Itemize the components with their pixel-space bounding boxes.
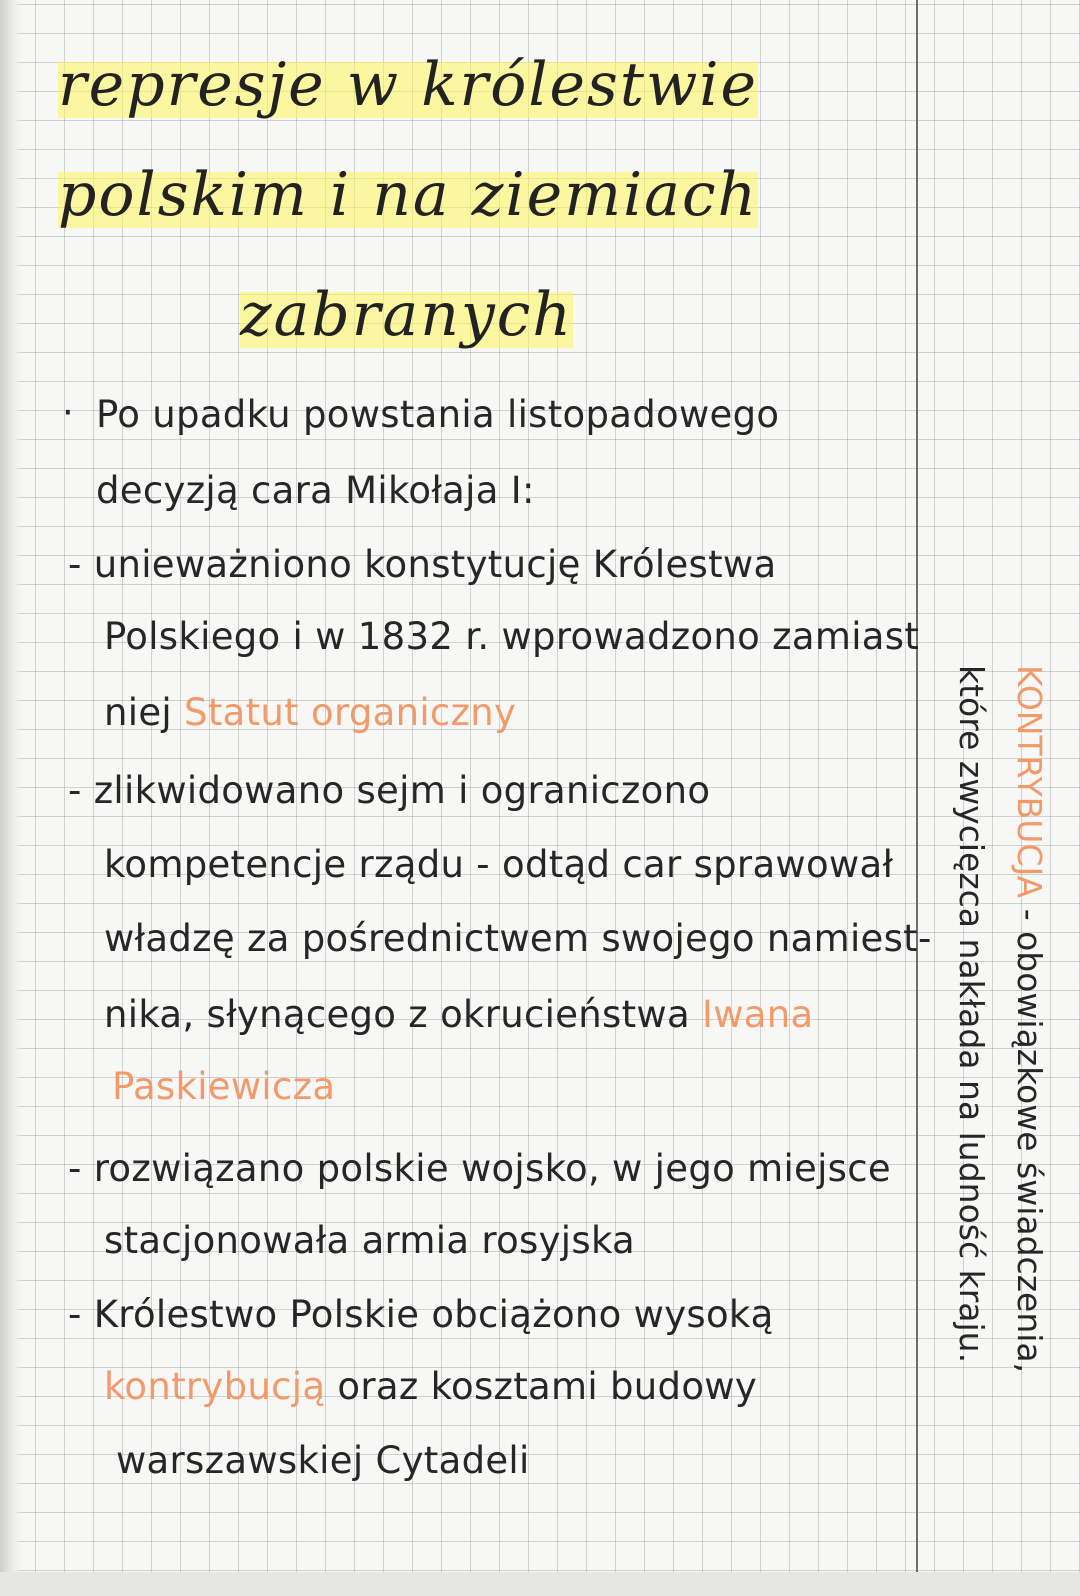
definition-term: KONTRYBUCJA — [1010, 665, 1049, 899]
definition-line-1: KONTRYBUCJA - obowiązkowe świadczenia, — [1010, 665, 1049, 1374]
item3-line-1: - rozwiązano polskie wojsko, w jego miejsce — [68, 1147, 891, 1190]
item1-line-2: Polskiego i w 1832 r. wprowadzono zamiast — [104, 615, 920, 658]
margin-definition — [938, 665, 1058, 1555]
page-bottom-edge — [0, 1572, 1080, 1596]
title-line-2: polskim i na ziemiach — [58, 160, 759, 230]
term-paskiewicza: Paskiewicza — [112, 1065, 336, 1108]
item4-line-2: kontrybucją oraz kosztami budowy — [104, 1365, 758, 1408]
item2-line-2: kompetencje rządu - odtąd car sprawował — [104, 843, 894, 886]
item4-line-1: - Królestwo Polskie obciążono wysoką — [68, 1293, 774, 1336]
title-line-1: represje w królestwie — [58, 50, 759, 120]
definition-line-2: które zwycięzca nakłada na ludność kraju. — [952, 665, 991, 1364]
item4-line-3: warszawskiej Cytadeli — [116, 1439, 530, 1482]
item1-line-3: niej Statut organiczny — [104, 691, 517, 734]
term-kontrybucja: kontrybucją — [104, 1365, 326, 1408]
item2-line-4: nika, słynącego z okrucieństwa Iwana — [104, 993, 814, 1036]
item3-line-2: stacjonowała armia rosyjska — [104, 1219, 635, 1262]
term-iwana: Iwana — [702, 993, 814, 1036]
item2-line-3: władzę za pośrednictwem swojego namiest- — [104, 917, 932, 960]
item1-line-1: - unieważniono konstytucję Królestwa — [68, 543, 777, 586]
bullet-dot: · — [62, 391, 74, 434]
item2-line-1: - zlikwidowano sejm i ograniczono — [68, 769, 711, 812]
intro-line-1: Po upadku powstania listopadowego — [96, 393, 780, 436]
term-statut-organiczny: Statut organiczny — [184, 691, 517, 734]
title-line-3: zabranych — [240, 280, 574, 350]
notebook-binding — [0, 0, 22, 1596]
margin-line — [916, 0, 918, 1596]
intro-line-2: decyzją cara Mikołaja I: — [96, 469, 535, 512]
